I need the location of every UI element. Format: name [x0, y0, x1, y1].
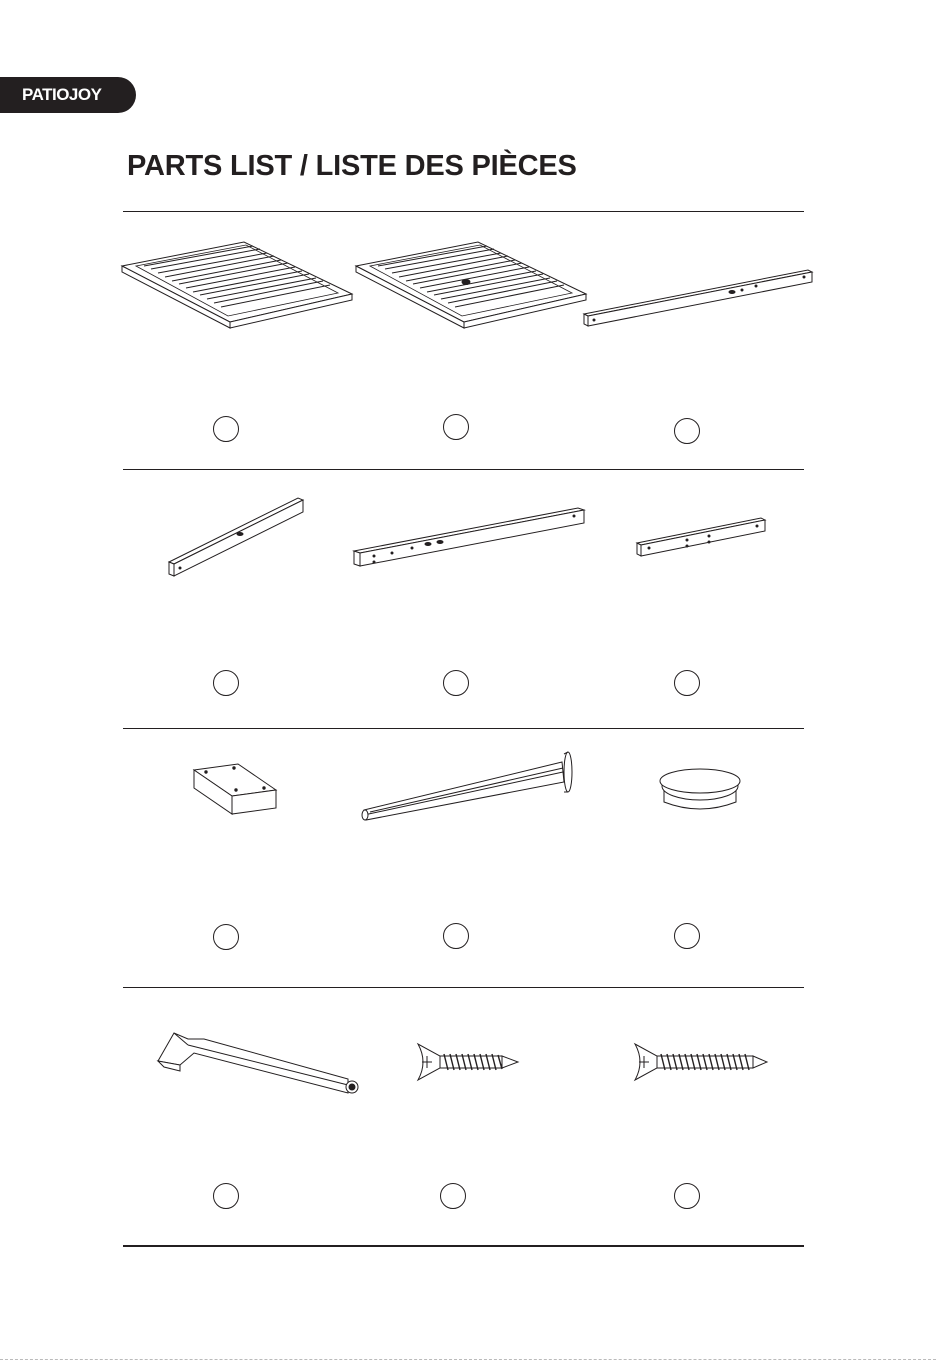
short-screw-illustration	[414, 1040, 524, 1085]
wood-block-illustration	[190, 760, 280, 820]
part-screw-long	[631, 1040, 831, 1240]
allen-key-illustration	[154, 1025, 369, 1100]
long-rail-illustration	[582, 266, 817, 331]
part-label-8	[443, 923, 469, 949]
part-tabletop-panel-left	[118, 236, 318, 436]
part-screw-short	[414, 1040, 614, 1240]
long-rail-c-illustration	[352, 506, 592, 571]
part-label-12	[674, 1183, 700, 1209]
part-label-9	[674, 923, 700, 949]
tabletop-panel-illustration	[118, 236, 358, 336]
logo-text: PATIOJOY	[22, 85, 102, 104]
row-divider	[123, 469, 804, 470]
part-label-6	[674, 670, 700, 696]
foot-cap-illustration	[652, 764, 748, 814]
long-screw-illustration	[631, 1040, 771, 1085]
part-label-5	[443, 670, 469, 696]
part-label-10	[213, 1183, 239, 1209]
short-rail-illustration	[635, 516, 775, 561]
row-divider	[123, 211, 804, 212]
part-tabletop-panel-right	[352, 236, 552, 436]
part-label-3	[674, 418, 700, 444]
part-angled-rail-b	[166, 496, 366, 696]
page-edge-marker	[0, 1359, 936, 1360]
part-label-7	[213, 924, 239, 950]
leg-illustration	[358, 750, 583, 830]
page-title: PARTS LIST / LISTE DES PIÈCES	[127, 150, 577, 182]
row-divider	[123, 987, 804, 988]
tabletop-panel-hole-illustration	[352, 236, 592, 336]
part-allen-key	[154, 1025, 354, 1225]
part-short-rail-d	[635, 516, 835, 716]
part-label-11	[440, 1183, 466, 1209]
part-label-4	[213, 670, 239, 696]
row-divider	[123, 728, 804, 729]
part-label-2	[443, 414, 469, 440]
angled-rail-illustration	[166, 496, 311, 581]
part-label-1	[213, 416, 239, 442]
row-divider-bottom	[123, 1245, 804, 1247]
part-leg	[358, 750, 558, 950]
brand-logo	[0, 77, 136, 113]
